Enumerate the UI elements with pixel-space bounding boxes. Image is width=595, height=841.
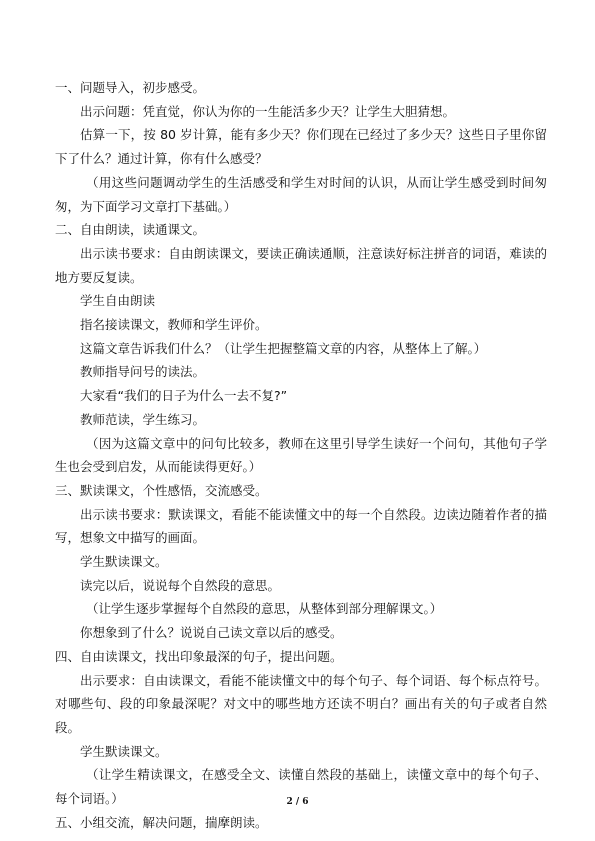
body-paragraph: 指名接读课文，教师和学生评价。 (80, 317, 268, 333)
body-paragraph: 学生自由朗读 (80, 293, 156, 309)
body-paragraph: 出示要求：自由读课文，看能不能读懂文中的每个句子、每个词语、每个标点符号。对哪些句、段的印象最深呢？对文中的哪些地方还读不明白？画出有关的句子或者自然段。 (55, 672, 547, 735)
body-paragraph: 这篇文章告诉我们什么？（让学生把握整篇文章的内容，从整体上了解。） (80, 340, 487, 356)
body-paragraph: 学生默读课文。 (80, 554, 168, 570)
section-heading: 一、问题导入，初步感受。 (55, 80, 206, 95)
body-paragraph: 学生默读课文。 (80, 743, 168, 759)
body-paragraph: （用这些问题调动学生的生活感受和学生对时间的认识，从而让学生感受到时间匆匆，为下面学习文章打下基础。） (55, 174, 547, 214)
body-paragraph: 出示读书要求：默读课文，看能不能读懂文中的每一个自然段。边读边随着作者的描写，想象文中描写的画面。 (55, 506, 547, 546)
document-body (55, 76, 547, 835)
body-paragraph: （因为这篇文章中的问句比较多，教师在这里引导学生读好一个问句，其他句子学生也会受到启发，从而能读得更好。） (55, 435, 547, 475)
body-paragraph: 估算一下，按 80 岁计算，能有多少天？你们现在已经过了多少天？这些日子里你留下了什么？通过计算，你有什么感受？ (55, 127, 547, 167)
section-heading: 五、小组交流，解决问题，揣摩朗读。 (55, 814, 268, 830)
body-paragraph: 教师范读，学生练习。 (80, 411, 206, 427)
body-paragraph: 出示问题：凭直觉，你认为你的一生能活多少天？让学生大胆猜想。 (80, 103, 456, 119)
body-paragraph: 大家看“我们的日子为什么一去不复?” (80, 388, 288, 404)
body-paragraph: 教师指导问号的读法。 (80, 364, 206, 380)
section-heading: 二、自由朗读，读通课文。 (55, 222, 206, 238)
body-paragraph: （让学生精读课文，在感受全文、读懂自然段的基础上，读懂文章中的每个句子、每个词语。） (55, 767, 547, 807)
body-paragraph: 读完以后，说说每个自然段的意思。 (80, 577, 281, 593)
section-heading: 四、自由读课文，找出印象最深的句子，提出问题。 (55, 648, 343, 664)
body-paragraph: （让学生逐步掌握每个自然段的意思，从整体到部分理解课文。） (86, 601, 443, 617)
section-heading: 三、默读课文，个性感悟，交流感受。 (55, 482, 268, 498)
page-number: 2 / 6 (286, 797, 309, 807)
body-paragraph: 出示读书要求：自由朗读课文，要读正确读通顺，注意读好标注拼音的词语，难读的地方要反复读。 (55, 245, 547, 285)
body-paragraph: 你想象到了什么？说说自己读文章以后的感受。 (80, 625, 343, 641)
